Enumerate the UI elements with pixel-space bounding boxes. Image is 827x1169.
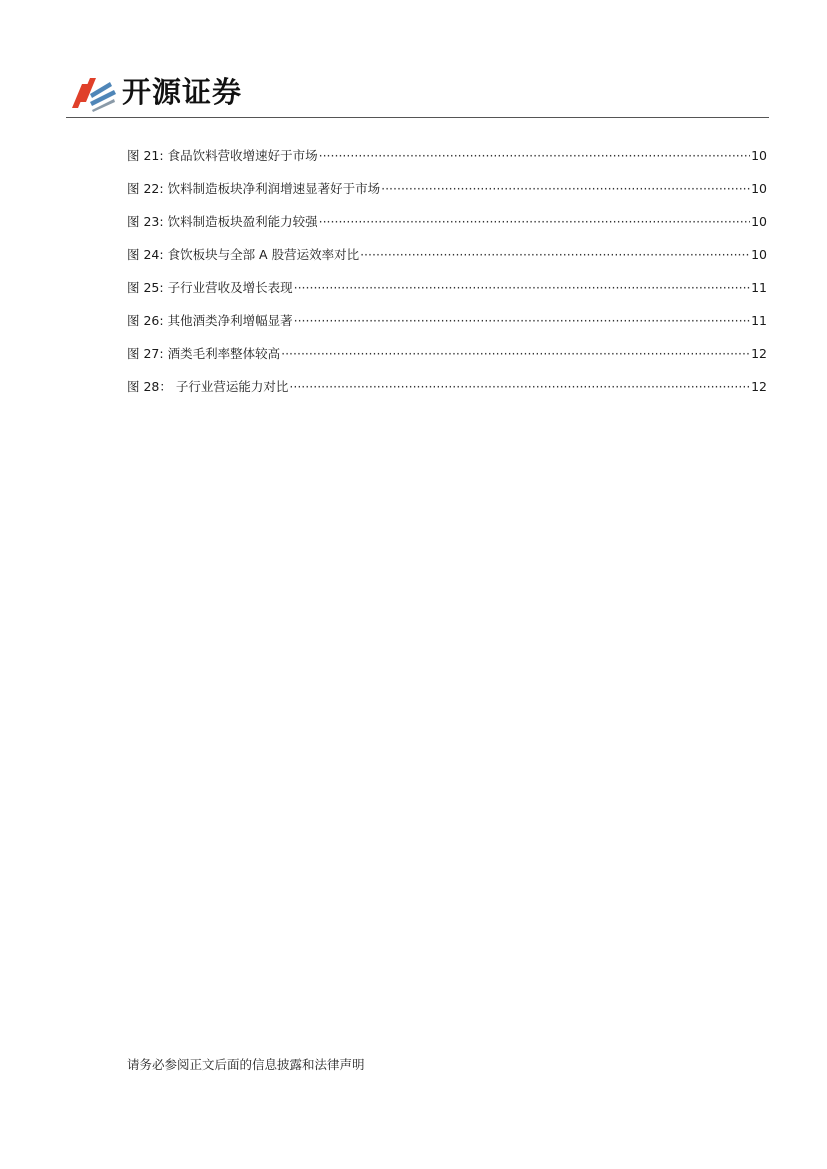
toc-entry[interactable] (127, 179, 767, 212)
toc-entry[interactable] (127, 311, 767, 344)
footer-disclaimer: 请务必参阅正文后面的信息披露和法律声明 (127, 1057, 365, 1072)
page-header (0, 0, 827, 120)
leader-dots (319, 146, 751, 166)
toc-page-number: 10 (751, 181, 767, 196)
leader-dots (281, 344, 750, 364)
brand-logo-icon (70, 72, 118, 112)
toc-entry-label: 图 28： 子行业营运能力对比 (127, 379, 289, 394)
leader-dots (360, 245, 750, 265)
toc-entry[interactable] (127, 212, 767, 245)
leader-dots (289, 377, 750, 397)
leader-dots (294, 278, 751, 298)
toc-entry[interactable] (127, 377, 767, 410)
leader-dots (319, 212, 751, 232)
toc-entry-label: 图 21: 食品饮料营收增速好于市场 (127, 148, 318, 163)
toc-page-number: 12 (751, 379, 767, 394)
toc-page-number: 11 (751, 313, 767, 328)
toc-entry-label: 图 25: 子行业营收及增长表现 (127, 280, 293, 295)
header-divider (66, 117, 769, 118)
toc-entry[interactable] (127, 146, 767, 179)
toc-page-number: 10 (751, 214, 767, 229)
leader-dots (294, 311, 751, 331)
toc-entry[interactable] (127, 344, 767, 377)
toc-entry-label: 图 24: 食饮板块与全部 A 股营运效率对比 (127, 247, 360, 262)
toc-entry-label: 图 23: 饮料制造板块盈利能力较强 (127, 214, 318, 229)
toc-entry[interactable] (127, 278, 767, 311)
figure-list (127, 146, 767, 410)
toc-entry-label: 图 22: 饮料制造板块净利润增速显著好于市场 (127, 181, 381, 196)
toc-page-number: 12 (751, 346, 767, 361)
toc-page-number: 10 (751, 247, 767, 262)
toc-entry[interactable] (127, 245, 767, 278)
toc-entry-label: 图 27: 酒类毛利率整体较高 (127, 346, 281, 361)
leader-dots (381, 179, 750, 199)
toc-page-number: 10 (751, 148, 767, 163)
toc-page-number: 11 (751, 280, 767, 295)
brand-name: 开源证券 (122, 75, 243, 109)
toc-entry-label: 图 26: 其他酒类净利增幅显著 (127, 313, 293, 328)
